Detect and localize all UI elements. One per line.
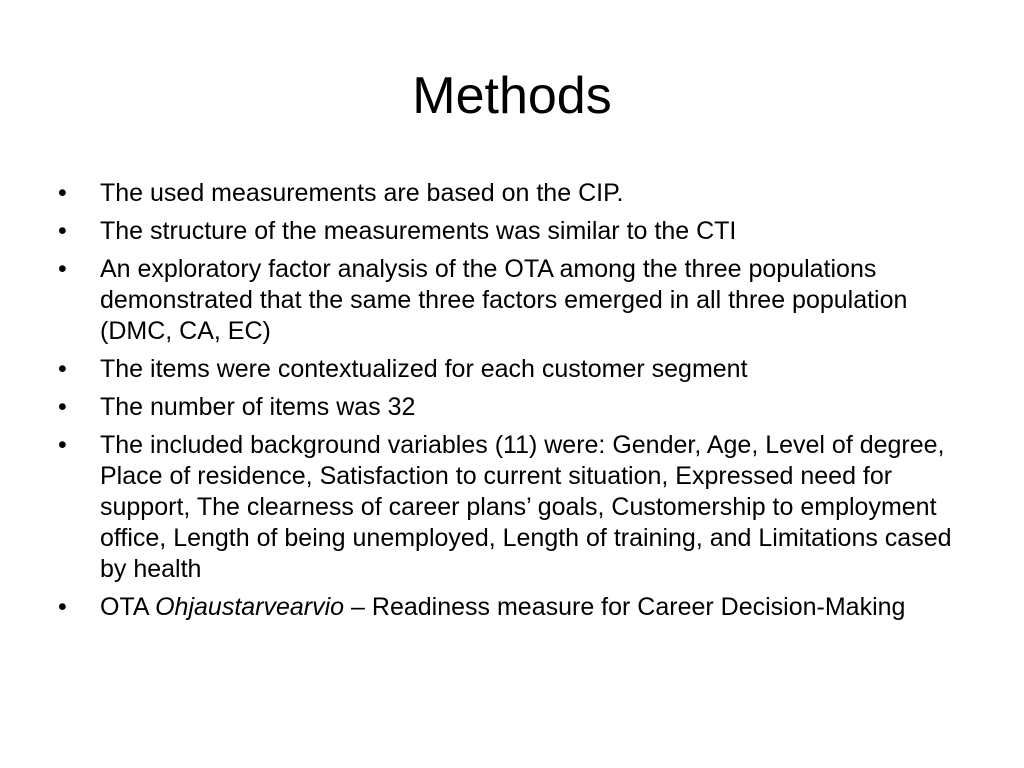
bullet-item (58, 354, 968, 385)
bullet-icon: • (58, 179, 67, 207)
bullet-item (58, 178, 968, 209)
bullet-icon: • (58, 355, 67, 383)
bullet-icon: • (58, 593, 67, 621)
bullet-text: An exploratory factor analysis of the OTA among the three populations demonstrated that the same three factors emerged in all three population (DMC, CA, EC) (100, 255, 908, 345)
bullet-item (58, 430, 968, 585)
bullet-text: The number of items was 32 (100, 393, 416, 421)
bullet-item (58, 254, 968, 347)
bullet-text: The included background variables (11) were: Gender, Age, Level of degree, Place of residence, Satisfaction to current situation, Expressed need for support, The clearness of career plans’ goals, Customership to employment office, Length of being unemployed, Length of training, and Limitations cased by health (100, 431, 952, 583)
bullet-prefix: OTA (100, 593, 156, 621)
bullet-suffix: – Readiness measure for Career Decision-Making (344, 593, 906, 621)
bullet-icon: • (58, 393, 67, 421)
bullet-icon: • (58, 255, 67, 283)
bullet-item (58, 216, 968, 247)
bullet-text: The items were contextualized for each customer segment (100, 355, 748, 383)
bullet-text: The structure of the measurements was similar to the CTI (100, 217, 737, 245)
bullet-list (58, 178, 968, 630)
bullet-text (100, 593, 905, 621)
bullet-icon: • (58, 431, 67, 459)
bullet-text: The used measurements are based on the CIP. (100, 179, 624, 207)
bullet-item (58, 592, 968, 623)
slide-title: Methods (412, 67, 612, 125)
bullet-italic-term: Ohjaustarvearvio (155, 593, 345, 621)
bullet-icon: • (58, 217, 67, 245)
bullet-item (58, 392, 968, 423)
